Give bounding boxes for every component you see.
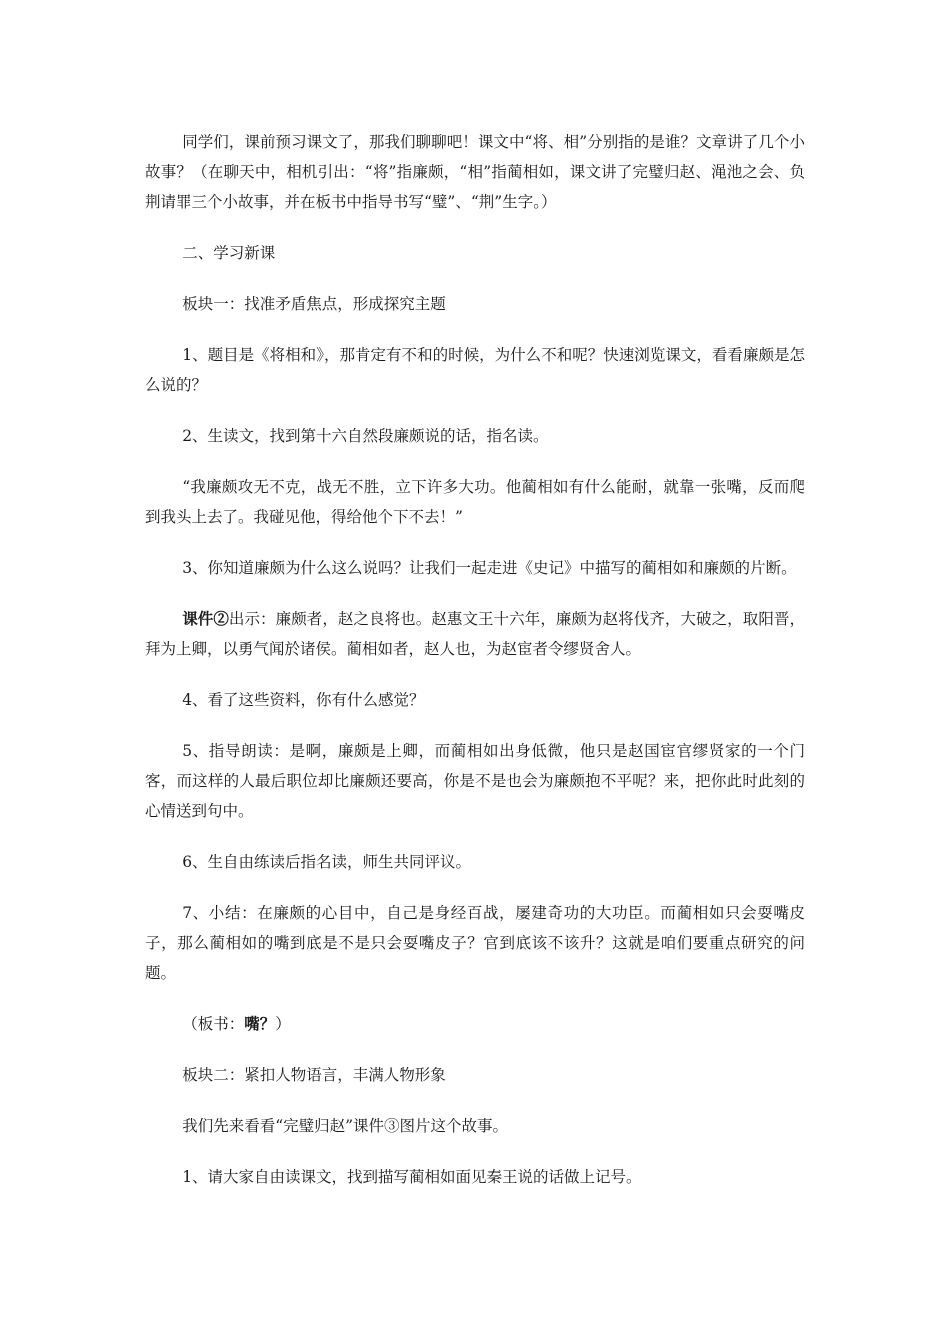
blackboard-keyword: 嘴？ — [244, 1014, 276, 1033]
step-2-paragraph: 2、生读文，找到第十六自然段廉颇说的话，指名读。 — [182, 427, 549, 445]
courseware-label: 课件② — [182, 609, 229, 628]
step-5-paragraph: 5、指导朗读：是啊，廉颇是上卿，而蔺相如出身低微，他只是赵国宦官缪贤家的一个门客，而这样的人最后职位却比廉颇还要高，你是不是也会为廉颇抱不平呢？来，把你此时此刻的心情送到句中。 — [145, 742, 805, 820]
section-heading-learn-new: 二、学习新课 — [182, 244, 276, 262]
blackboard-note: （板书：嘴？） — [182, 1014, 291, 1033]
step-3-paragraph: 3、你知道廉颇为什么这么说吗？让我们一起走进《史记》中描写的蔺相如和廉颇的片断。 — [182, 559, 797, 577]
intro-paragraph: 同学们，课前预习课文了，那我们聊聊吧！课文中“将、相”分别指的是谁？文章讲了几个小故事？（在聊天中，相机引出：“将”指廉颇，“相”指蔺相如，课文讲了完璧归赵、渑池之会、负荆请罪三个小故事，并在板书中指导书写“璧”、“荆”生字。） — [145, 133, 805, 211]
lian-po-quote: “我廉颇攻无不克，战无不胜，立下许多大功。他蔺相如有什么能耐，就靠一张嘴，反而爬到我头上去了。我碰见他，得给他个下不去！” — [145, 478, 805, 526]
courseware-2-paragraph: 课件②出示：廉颇者，赵之良将也。赵惠文王十六年，廉颇为赵将伐齐，大破之，取阳晋，拜为上卿，以勇气闻於诸侯。蔺相如者，赵人也，为赵宦者令缪贤舍人。 — [145, 609, 805, 658]
document-page — [145, 127, 805, 1213]
step-4-paragraph: 4、看了这些资料，你有什么感觉？ — [182, 691, 425, 709]
block-one-heading: 板块一：找准矛盾焦点，形成探究主题 — [182, 295, 446, 313]
block-two-step-1: 1、请大家自由读课文，找到描写蔺相如面见秦王说的话做上记号。 — [182, 1168, 642, 1186]
step-6-paragraph: 6、生自由练读后指名读，师生共同评议。 — [182, 853, 472, 871]
step-7-summary-paragraph: 7、小结：在廉颇的心目中，自己是身经百战，屡建奇功的大功臣。而蔺相如只会耍嘴皮子，那么蔺相如的嘴到底是不是只会耍嘴皮子？官到底该不该升？这就是咱们要重点研究的问题。 — [145, 904, 805, 982]
story-intro-paragraph: 我们先来看看“完璧归赵”课件③图片这个故事。 — [182, 1117, 509, 1135]
block-two-heading: 板块二：紧扣人物语言，丰满人物形象 — [182, 1066, 446, 1084]
step-1-paragraph: 1、题目是《将相和》，那肯定有不和的时候，为什么不和呢？快速浏览课文，看看廉颇是怎么说的？ — [145, 346, 805, 394]
